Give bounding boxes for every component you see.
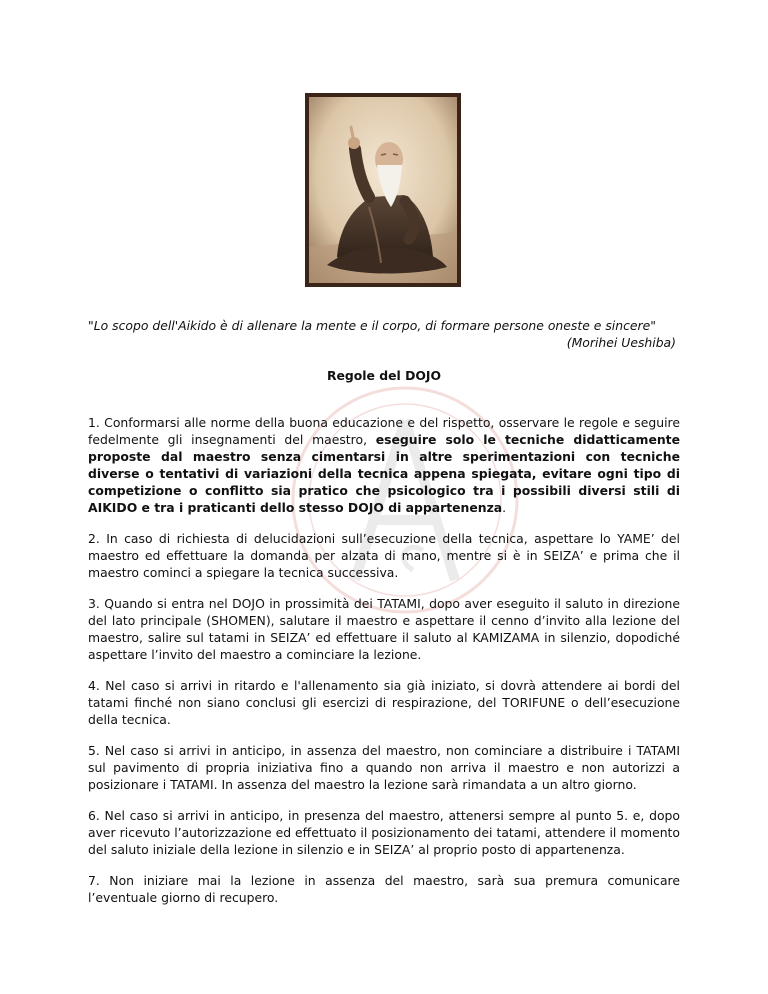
rule-emphasis: eseguire solo le tecniche didatticamente proposte dal maestro senza cimentarsi in altre sperimentazioni con tecniche diverse o tentativi di variazioni della tecnica appena spiegata, evitare ogni tipo di competizione o conflitto sia pratico che psicologico tra i possibili diversi stili di AIKIDO e tra i praticanti dello stesso DOJO di appartenenza — [88, 432, 680, 515]
rules-list — [88, 414, 680, 920]
rule-item: 4. Nel caso si arrivi in ritardo e l'allenamento sia già iniziato, si dovrà attendere ai bordi del tatami finché non siano conclusi gli esercizi di respirazione, del TORIFUNE o dell’esecuzione della tecnica. — [88, 678, 680, 727]
quote-block — [88, 317, 680, 351]
quote-text: "Lo scopo dell'Aikido è di allenare la mente e il corpo, di formare persone oneste e sincere" — [88, 318, 656, 333]
rule-text-end: . — [502, 500, 507, 515]
rule-item: 6. Nel caso si arrivi in anticipo, in presenza del maestro, attenersi sempre al punto 5. e, dopo aver ricevuto l’autorizzazione ed effettuato il posizionamento dei tatami, attendere il momento del saluto iniziale della lezione in silenzio e in SEIZA’ al proprio posto di appartenenza. — [88, 808, 680, 857]
page-title: Regole del DOJO — [326, 368, 442, 383]
quote-author: (Morihei Ueshiba) — [566, 335, 676, 350]
rule-item — [88, 414, 680, 516]
rule-item: 7. Non iniziare mai la lezione in assenza del maestro, sarà sua premura comunicare l’eventuale giorno di recupero. — [88, 873, 680, 905]
rule-item: 2. In caso di richiesta di delucidazioni sull’esecuzione della tecnica, aspettare lo YAME’ del maestro ed effettuare la domanda per alzata di mano, mentre si è in SEIZA’ e prima che il maestro cominci a spiegare la tecnica successiva. — [88, 531, 680, 580]
rule-item: 5. Nel caso si arrivi in anticipo, in assenza del maestro, non cominciare a distribuire i TATAMI sul pavimento di propria iniziativa fino a quando non arriva il maestro e non autorizzi a posizionare i TATAMI. In assenza del maestro la lezione sarà rimandata a un altro giorno. — [88, 743, 680, 792]
portrait-image-icon — [309, 97, 457, 283]
rule-text: 1. Conformarsi alle norme della buona educazione e del rispetto, osservare le regole e seguire fedelmente gli insegnamenti del maestro, — [88, 415, 680, 447]
portrait-photo — [305, 93, 461, 287]
rule-item: 3. Quando si entra nel DOJO in prossimità dei TATAMI, dopo aver eseguito il saluto in direzione del lato principale (SHOMEN), salutare il maestro e aspettare il cenno d’invito alla lezione del maestro, salire sul tatami in SEIZA’ ed effettuare il saluto al KAMIZAMA in silenzio, dopodiché aspettare l’invito del maestro a cominciare la lezione. — [88, 596, 680, 662]
